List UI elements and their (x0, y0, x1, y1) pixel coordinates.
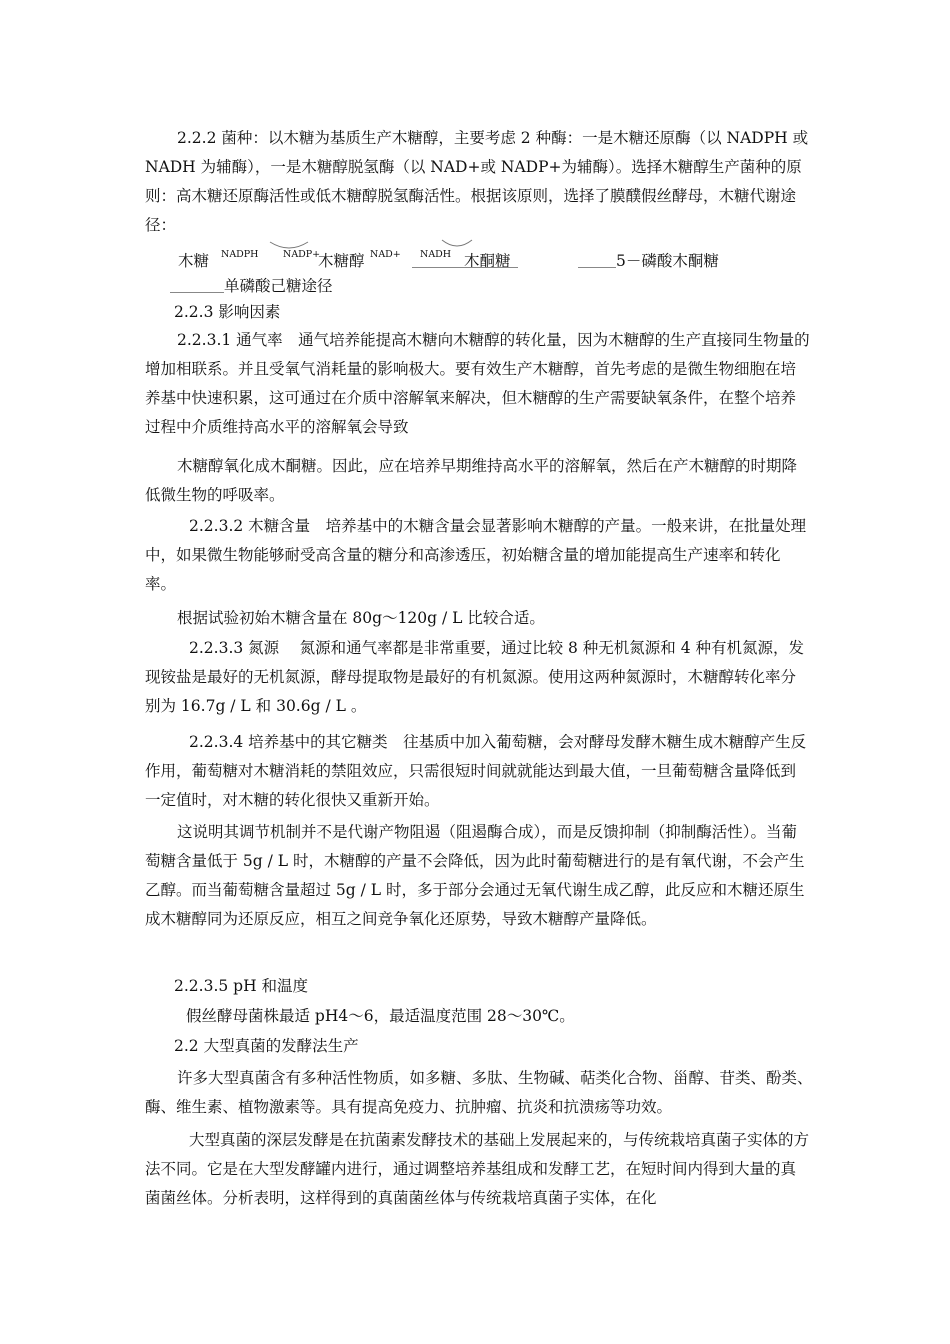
paragraph-2-2-3-4-cont: 这说明其调节机制并不是代谢产物阻遏（阻遏酶合成），而是反馈抑制（抑制酶活性）。当葡萄糖含量低于 5g / L 时，木糖醇的产量不会降低，因为此时葡萄糖进行的是有氧代谢，不会产生乙醇。而当葡萄糖含量超过 5g / L 时，多于部分会通过无氧代谢生成乙醇，此反应和木糖还原生成木糖醇同为还原反应，相互之间竞争氧化还原势，导致木糖醇产量降低。 (145, 823, 805, 928)
pathway-arrow-line-3 (170, 292, 224, 293)
heading-2-2-3-5: 2.2.3.5 pH 和温度 (174, 977, 309, 995)
paragraph-2-2-3-4: 2.2.3.4 培养基中的其它糖类 往基质中加入葡萄糖，会对酵母发酵木糖生成木糖醇产生反作用，葡萄糖对木糖消耗的禁阻效应，只需很短时间就就能达到最大值，一旦葡萄糖含量降低到一定值时，对木糖的转化很快又重新开始。 (145, 733, 807, 809)
paragraph-fungi-2: 大型真菌的深层发酵是在抗菌素发酵技术的基础上发展起来的，与传统栽培真菌子实体的方法不同。它是在大型发酵罐内进行，通过调整培养基组成和发酵工艺，在短时间内得到大量的真菌菌丝体。分析表明，这样得到的真菌菌丝体与传统栽培真菌子实体，在化 (145, 1131, 810, 1207)
pathway-arrow-line-2 (578, 267, 616, 268)
heading-2-2-3: 2.2.3 影响因素 (174, 303, 281, 321)
pathway-cofactor-nad: NAD+ (370, 249, 401, 260)
pathway-cofactor-nadph: NADPH (221, 249, 259, 260)
pathway-hmp: 单磷酸己糖途径 (224, 277, 333, 295)
heading-2-2-fungi: 2.2 大型真菌的发酵法生产 (174, 1037, 359, 1055)
paragraph-fungi-1: 许多大型真菌含有多种活性物质，如多糖、多肽、生物碱、萜类化合物、甾醇、苷类、酚类、酶、维生素、植物激素等。具有提高免疫力、抗肿瘤、抗炎和抗溃疡等功效。 (145, 1069, 813, 1116)
pathway-xylose: 木糖 (178, 252, 210, 270)
paragraph-2-2-3-1-cont: 木糖醇氧化成木酮糖。因此，应在培养早期维持高水平的溶解氧，然后在产木糖醇的时期降低微生物的呼吸率。 (145, 457, 798, 504)
pathway-xylulose-5-phosphate: 5－磷酸木酮糖 (616, 252, 719, 270)
pathway-cofactor-nadp: NADP+ (283, 249, 321, 260)
pathway-xylitol: 木糖醇 (318, 252, 365, 270)
pathway-arrow-line-1 (412, 267, 518, 268)
paragraph-2-2-3-3: 2.2.3.3 氮源 氮源和通气率都是非常重要，通过比较 8 种无机氮源和 4 种有机氮源，发现铵盐是最好的无机氮源，酵母提取物是最好的有机氮源。使用这两种氮源时，木糖醇转化率分别为 16.7g / L 和 30.6g / L 。 (145, 639, 805, 715)
paragraph-2-2-3-2: 2.2.3.2 木糖含量 培养基中的木糖含量会显著影响木糖醇的产量。一般来讲，在批量处理中，如果微生物能够耐受高含量的糖分和高渗透压，初始糖含量的增加能提高生产速率和转化率。 (145, 517, 807, 593)
pathway-cofactor-nadh: NADH (420, 249, 452, 260)
paragraph-2-2-3-2-cont: 根据试验初始木糖含量在 80g～120g / L 比较合适。 (177, 609, 545, 627)
paragraph-2-2-2: 2.2.2 菌种：以木糖为基质生产木糖醇，主要考虑 2 种酶：一是木糖还原酶（以 NADPH 或 NADH 为辅酶），一是木糖醇脱氢酶（以 NAD+或 NADP+为辅酶）。选择木糖醇生产菌种的原则：高木糖还原酶活性或低木糖醇脱氢酶活性。根据该原则，选择了膜醭假丝酵母，木糖代谢途径： (145, 129, 809, 234)
paragraph-2-2-3-1: 2.2.3.1 通气率 通气培养能提高木糖向木糖醇的转化量，因为木糖醇的生产直接同生物量的增加相联系。并且受氧气消耗量的影响极大。要有效生产木糖醇，首先考虑的是微生物细胞在培养基中快速积累，这可通过在介质中溶解氧来解决，但木糖醇的生产需要缺氧条件，在整个培养过程中介质维持高水平的溶解氧会导致 (145, 331, 810, 436)
paragraph-2-2-3-5: 假丝酵母菌株最适 pH4～6，最适温度范围 28～30℃。 (186, 1007, 575, 1025)
pathway-xylulose: 木酮糖 (464, 252, 511, 270)
